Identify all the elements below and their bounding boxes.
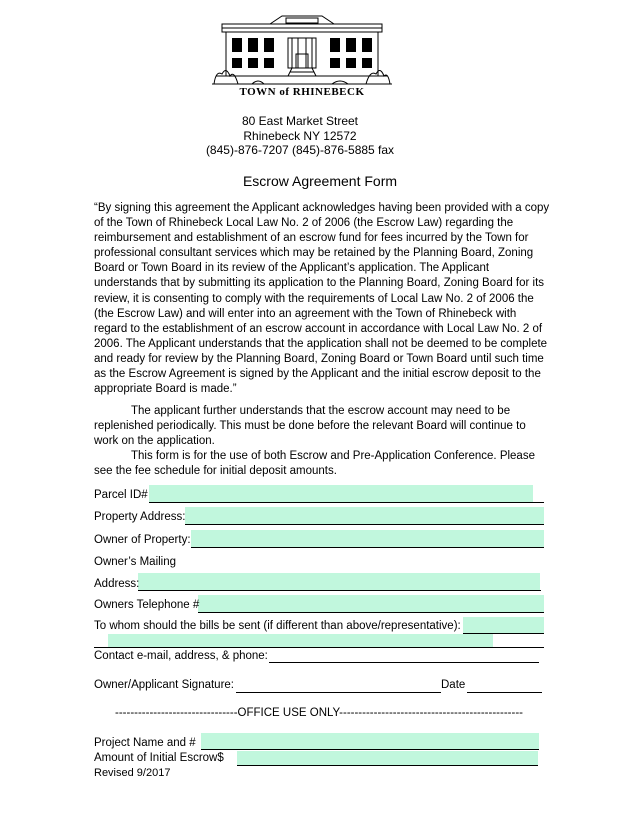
contact-label: Contact e-mail, address, & phone: (94, 650, 268, 662)
owner-of-property-underline (191, 547, 544, 548)
property-address-underline (185, 524, 544, 525)
initial-escrow-underline (237, 765, 538, 766)
parcel-id-input[interactable] (149, 485, 533, 502)
parcel-id-underline (149, 502, 544, 503)
street-address: 80 East Market Street (241, 114, 359, 128)
revised-date: Revised 9/2017 (94, 767, 171, 779)
agreement-text: “By signing this agreement the Applicant acknowledges having been provided with a copy of the Town of Rhinebeck Local Law No. 2 of 2006 (the Escrow Law) regarding the reimbursement and establishment of an escrow fund for fees incurred by the Town for professional consultant services which may be retained by the Planning Board, Zoning Board or Town Board in its review of the Applicant’s application. The Applicant understands that by submitting its application to the Planning Board, Zoning Board for its review, it is consenting to comply with the requirements of Local Law No. 2 of 2006 the (the Escrow Law) and will enter into an agreement with the Town of Rhinebeck with regard to the establishment of an escrow account in accordance with Local Law No. 2 of 2006. The Applicant understands that the application shall not be deemed to be complete and ready for review by the Planning Board, Zoning Board or Town Board until such time as the Escrow Agreement is signed by the Applicant and the initial escrow deposit to the appropriate Board is made.” (94, 202, 550, 396)
replenish-text: The applicant further understands that the escrow account may need to be replenished periodically. This must be done before the relevant Board will continue to work on the application. (94, 405, 526, 448)
owners-telephone-underline (198, 612, 544, 613)
office-use-heading: --------------------------------OFFICE USE ONLY------------------------------------------------ (115, 707, 523, 719)
owners-mailing-label: Owner’s Mailing (94, 556, 177, 568)
bills-to-second-underline (94, 647, 544, 648)
agreement-paragraph (94, 201, 550, 397)
mailing-address-input[interactable] (138, 573, 540, 590)
project-name-underline (201, 749, 539, 750)
use-note-paragraph (94, 449, 550, 479)
parcel-id-label: Parcel ID# (94, 489, 148, 501)
bills-to-label: To whom should the bills be sent (if different than above/representative): (94, 620, 461, 632)
date-underline[interactable] (467, 692, 542, 693)
address-label: Address: (94, 578, 140, 590)
owner-of-property-input[interactable] (191, 530, 544, 547)
date-label: Date (441, 679, 466, 691)
signature-underline[interactable] (236, 692, 441, 693)
owner-of-property-label: Owner of Property: (94, 534, 191, 546)
replenish-paragraph (94, 404, 550, 449)
bills-to-input[interactable] (108, 634, 493, 647)
initial-escrow-input[interactable] (237, 751, 538, 765)
project-name-label: Project Name and # (94, 737, 196, 749)
use-note-text: This form is for the use of both Escrow and Pre-Application Conference. Please see the fee schedule for initial deposit amounts. (94, 450, 535, 478)
signature-label: Owner/Applicant Signature: (94, 679, 234, 691)
logo-caption: TOWN of RHINEBECK (239, 86, 365, 98)
owners-telephone-label: Owners Telephone # (94, 599, 200, 611)
mailing-address-underline (138, 590, 541, 591)
contact-underline[interactable] (269, 662, 539, 663)
form-title: Escrow Agreement Form (242, 173, 398, 189)
owners-telephone-input[interactable] (198, 595, 544, 612)
city-state-zip: Rhinebeck NY 12572 (243, 129, 357, 143)
bills-to-input-inline[interactable] (463, 617, 544, 633)
project-name-input[interactable] (201, 733, 539, 749)
initial-escrow-label: Amount of Initial Escrow$ (94, 752, 224, 764)
property-address-label: Property Address: (94, 511, 186, 523)
phone-fax: (845)-876-7207 (845)-876-5885 fax (205, 143, 395, 157)
property-address-input[interactable] (185, 507, 544, 524)
